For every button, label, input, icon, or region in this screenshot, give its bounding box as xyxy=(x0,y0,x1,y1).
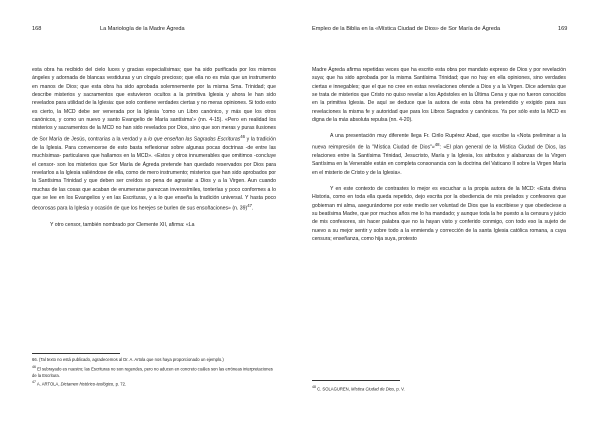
right-paragraph-1: Madre Ágreda afirma repetidas veces que ha escrito esta obra por mandato expreso de Dios y por revelación suya; que ha sido aprobada por la misma Santísima Trinidad; que no hay en ella opiniones, sino verdades ciertas e innegables; que el que no cree en estas revelaciones ofende a Dios y a la Virgen. Dice además que se trata de misterios que Cristo no quiso revelar a los Apóstoles en la Última Cena y que no fueron conocidos en la primitiva Iglesia. De aquí se deduce que la autora de esta obra ha pretendido y exigido para sus revelaciones la misma fe y autoridad que para los Libros Sagrados y canónicos. Ya por sólo esto la MCD es digna de la más absoluta repulsa (nn. 4-20). xyxy=(312,67,566,124)
footnote-66: 66. (Tal texto no está publicado, agradecemos al Dr. A. Artola que nos haya proporcionado un ejemplo.) xyxy=(32,357,224,362)
left-paragraph-1: esta obra ha recibido del cielo luces y gracias especialísimas; que ha sido purificada por los mismos ángeles y adornada de blancas vestiduras y un cíngulo precioso; que ella no es más que un instrumento en manos de Dios; que esta obra ha sido aprobada solemnemente por la misma Sma. Trinidad; que describe misterios y sacramentos que estuvieron ocultos a la primitiva Iglesia y ahora le han sido revelados para utilidad de la Iglesia: que solo contiene verdades ciertas y no meras opiniones. Si todo esto es cierto, la MCD debe ser venerada por la Iglesia 'como un Libro canónico, y más que los otros canónicos, y como un nuevo y santo Evangelio de María santísima'» (nn. 4-15). «Pero en realidad los misterios y sacramentos de la MCD no han sido revelados por Dios, sino que son meras y puras ilusiones de Sor María de Jesús, contrarias a la verdad y a lo que enseñan las Sagradas Escrituras$^{46}$ y la tradición de la Iglesia. Para convencerse de esto basta reflexionar sobre algunas pocas doctrinas -de entre las muchísimas- particulares que hallamos en la MCD». «Estos y otros innumerables que omitimos -concluye el censor- son los misterios que Sor María de Ágreda pretende han quedado reservados por Dios para revelarlos a la Iglesia valiéndose de ella, como de mero instrumento; misterios que han sido aprobados por la Santísima Trinidad y que deben ser creídos so pena de agraviar a Dios y a la Virgen. Aun cuando muchas de las cosas que acaban de enumerarse parezcan inverosímiles, tonterías y poco conformes a lo que se lee en los Evangelios y en las Escrituras, y a lo que enseña la tradición universal. Y hasta poco decorosas para la Iglesia y ocasión de que los herejes se burlen de sus ensoñaciones» (n. 39)$^{47}$. xyxy=(32,67,276,212)
right-page-number: 169 xyxy=(558,26,568,32)
footnote-rule xyxy=(312,380,400,381)
note-ref-47: 47 xyxy=(247,203,252,209)
footnote-rule xyxy=(32,353,120,354)
footnote-48: $^{48}$ C. SOLAGUREN, Mística Ciudad de Dios, p. V. xyxy=(312,385,405,392)
right-body xyxy=(312,66,566,243)
italic-phrase: lo que enseñan las Sagradas Escrituras xyxy=(148,136,241,143)
footnote-47: $^{47}$ A. ARTOLA, Dictamen histórico-teológico, p. 72. xyxy=(32,380,127,387)
left-page-number: 168 xyxy=(32,26,42,32)
footnote-46: $^{46}$ El subrayado es nuestro; las Escrituras no son regendes, pero no aducen en concreto cuáles son las erróneas interpretaciones de la Escritura. xyxy=(32,364,273,378)
left-footnotes xyxy=(32,357,276,388)
right-footnotes xyxy=(312,384,566,393)
right-paragraph-3: Y en este contexto de contrastes lo mejor es escuchar a la propia autora de la MCD: «Esta divina Historia, como en toda ella queda repetido, dejo escrita por la obediencia de mis prelados y confesores que gobiernan mi alma, asegurándome por este medio ser voluntad de Dios que la escribiese y que obedeciese a su beatísima Madre, que por muchos años me lo ha mandado; y aunque toda la he puesto a la censura y juicio de mis confesores, sin hacer palabra que no la hayan visto y conferido conmigo, con todo eso la sujeto de nuevo a su mejor sentir y sobre todo a la enmienda y corrección de la santa Iglesia católica romana, a cuya censura; enseñanza, como hija suya, protesto xyxy=(312,185,566,242)
note-ref-48: 48 xyxy=(434,141,440,147)
right-page xyxy=(300,0,600,423)
note-ref-46: 46 xyxy=(240,133,246,139)
left-paragraph-2: Y otro censor, también nombrado por Clemente XII, afirma: «La xyxy=(50,222,195,229)
right-paragraph-2: A una presentación muy diferente llega Fr. Cirilo Rupérez Abad, que escribe la «Nota preliminar a la nueva reimpresión de la "Mística Ciudad de Dios"»$^{48}$: «El plan general de la Mística Ciudad de Dios, las relaciones entre la Santísima Trinidad, Jesucristo, María y la Iglesia, los atributos y alabanzas de la Virgen Santísima en la Venerable están en completa consonancia con la doctrina del Vaticano II sobre la Virgen María en el misterio de Cristo y de la Iglesia». xyxy=(312,133,566,176)
left-running-title: La Mariología de la Madre Ágreda xyxy=(100,26,185,32)
right-running-title: Empleo de la Biblia en la «Mística Ciudad de Dios» de Sor María de Ágreda xyxy=(312,26,501,32)
left-body xyxy=(32,66,276,230)
